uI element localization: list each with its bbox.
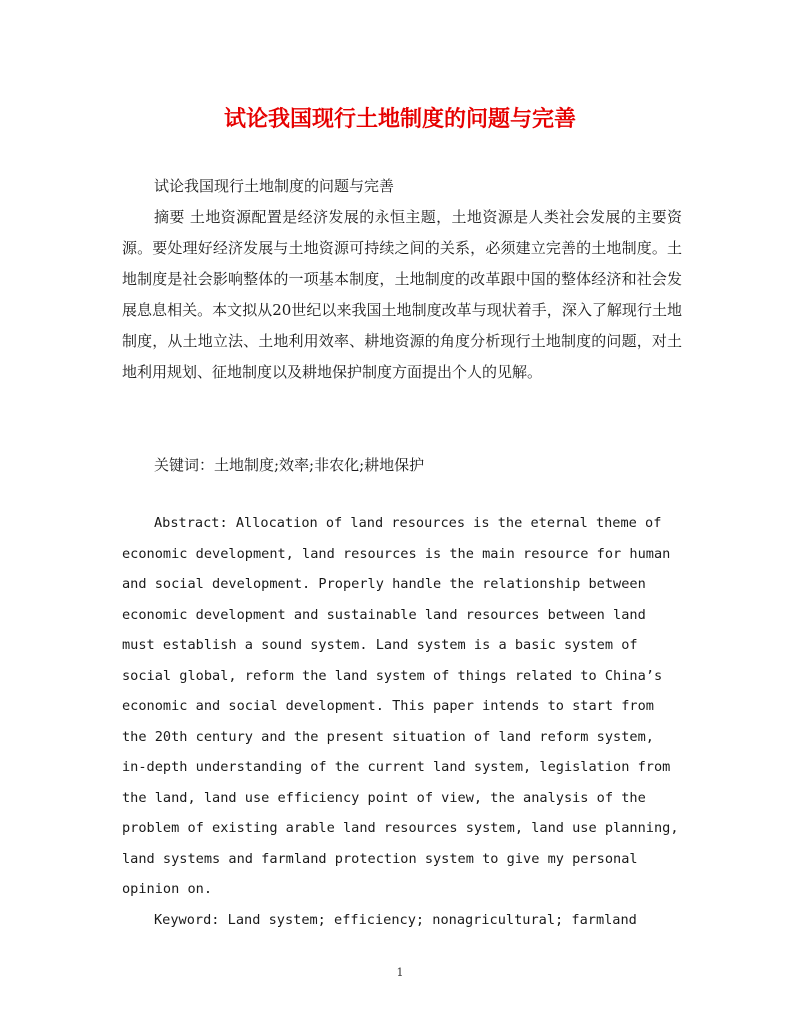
keywords-english: Keyword: Land system; efficiency; nonagricultural; farmland — [154, 912, 637, 928]
abstract-english: Abstract: Allocation of land resources is the eternal theme of economic development, land resources is the main resource for human and social development. Properly handle the relationship between economic development and sustainable land resources between land must establish a sound system. Land system is a basic system of social global, reform the land system of things related to China’s economic and social development. This paper intends to start from the 20th century and the present situation of land reform system, in-depth understanding of the current land system, legislation from the land, land use efficiency point of view, the analysis of the problem of existing arable land resources system, land use planning, land systems and farmland protection system to give my personal opinion on. — [122, 515, 679, 897]
document-title: 试论我国现行土地制度的问题与完善 — [223, 106, 576, 132]
document-subtitle: 试论我国现行土地制度的问题与完善 — [154, 177, 395, 195]
abstract-chinese: 摘要 土地资源配置是经济发展的永恒主题，土地资源是人类社会发展的主要资源。要处理好经济发展与土地资源可持续之间的关系，必须建立完善的土地制度。土地制度是社会影响整体的一项基本制度，土地制度的改革跟中国的整体经济和社会发展息息相关。本文拟从20世纪以来我国土地制度改革与现状着手，深入了解现行土地制度，从土地立法、土地利用效率、耕地资源的角度分析现行土地制度的问题，对土地利用规划、征地制度以及耕地保护制度方面提出个人的见解。 — [122, 208, 682, 381]
page-number: 1 — [396, 966, 404, 979]
keywords-chinese: 关键词：土地制度;效率;非农化;耕地保护 — [154, 456, 425, 474]
